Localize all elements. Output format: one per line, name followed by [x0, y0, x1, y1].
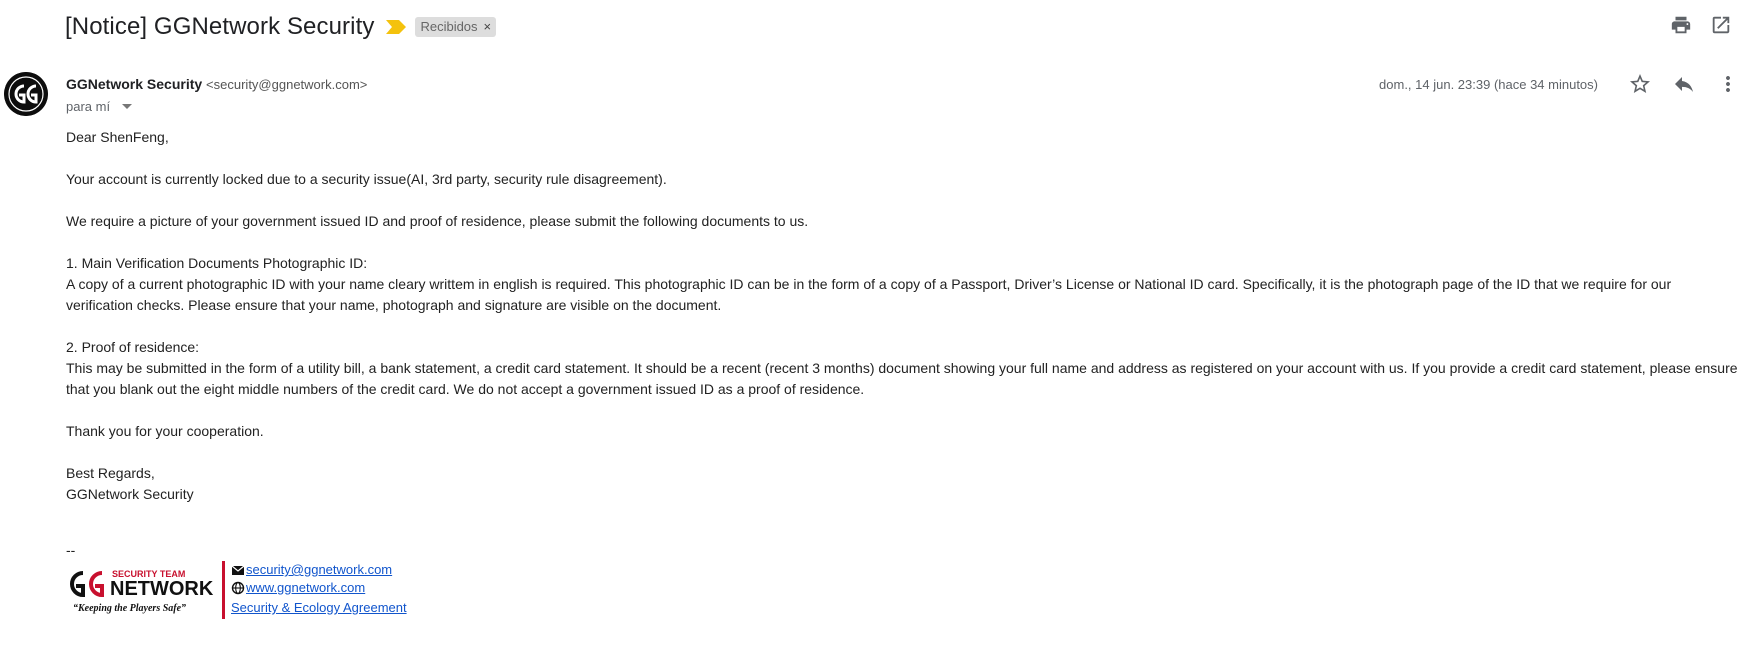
- logo-main-text: NETWORK: [110, 578, 214, 600]
- chevron-down-icon[interactable]: [122, 104, 132, 109]
- greeting: Dear ShenFeng,: [66, 129, 169, 145]
- logo-tagline: “Keeping the Players Safe”: [73, 603, 187, 614]
- message-actions: [1628, 72, 1744, 96]
- label-chip-text: Recibidos: [420, 19, 478, 34]
- ggnetwork-logo: [66, 561, 216, 623]
- security-agreement-link[interactable]: Security & Ecology Agreement: [231, 600, 407, 615]
- email-body: [66, 127, 1738, 623]
- signature-block: [66, 561, 1738, 623]
- sender-line: [66, 76, 367, 92]
- body-paragraph: We require a picture of your government issued ID and proof of residence, please submit the following documents to us.: [66, 213, 809, 229]
- closing: Best Regards,: [66, 465, 155, 481]
- open-in-new-window-icon[interactable]: [1710, 14, 1732, 36]
- body-paragraph: A copy of a current photographic ID with your name cleary writtem in english is required. This photographic ID can be in the form of a copy of a Passport, Driver’s License or National ID card. Specifically, it is the photograph page of the ID that we require for our verification checks. Please ensure that your name, photograph and signature are visible on the document.: [66, 276, 1672, 313]
- remove-label-icon[interactable]: ×: [483, 19, 492, 34]
- sender-email: <security@ggnetwork.com>: [206, 77, 368, 92]
- signature-email-link[interactable]: security@ggnetwork.com: [246, 562, 393, 577]
- closing-name: GGNetwork Security: [66, 486, 194, 502]
- recipient-line[interactable]: [66, 99, 132, 114]
- subject-row: [65, 10, 496, 44]
- signature-divider: [222, 561, 225, 619]
- body-paragraph: Your account is currently locked due to a security issue(AI, 3rd party, security rule disagreement).: [66, 171, 667, 187]
- sender-avatar[interactable]: [4, 72, 48, 116]
- signature-website-link[interactable]: www.ggnetwork.com: [246, 580, 366, 595]
- top-actions: [1670, 14, 1744, 36]
- star-icon[interactable]: [1628, 72, 1654, 96]
- sender-name[interactable]: GGNetwork Security: [66, 76, 203, 92]
- recipient-label: para mí: [66, 99, 111, 114]
- body-paragraph: This may be submitted in the form of a utility bill, a bank statement, a credit card statement. It should be a recent (recent 3 months) document showing your full name and address as registered on your account with us. If you provide a credit card statement, please ensure that you blank out the eight middle numbers of the credit card. We do not accept a government issued ID as a proof of residence.: [66, 360, 1738, 397]
- email-date: dom., 14 jun. 23:39 (hace 34 minutos): [1379, 77, 1598, 92]
- globe-icon: [231, 581, 245, 595]
- label-chip-inbox[interactable]: [415, 17, 496, 37]
- logo-top-text: SECURITY TEAM: [112, 569, 186, 579]
- email-subject: [Notice] GGNetwork Security: [65, 13, 375, 40]
- body-paragraph: Thank you for your cooperation.: [66, 423, 264, 439]
- signature-separator: --: [66, 542, 76, 558]
- signature-links: [231, 561, 407, 623]
- print-icon[interactable]: [1670, 14, 1692, 36]
- importance-marker-icon[interactable]: [386, 20, 406, 34]
- reply-icon[interactable]: [1672, 72, 1698, 96]
- section-heading: 2. Proof of residence:: [66, 339, 200, 355]
- envelope-icon: [231, 563, 245, 577]
- more-vertical-icon[interactable]: [1716, 72, 1742, 96]
- section-heading: 1. Main Verification Documents Photographic ID:: [66, 255, 368, 271]
